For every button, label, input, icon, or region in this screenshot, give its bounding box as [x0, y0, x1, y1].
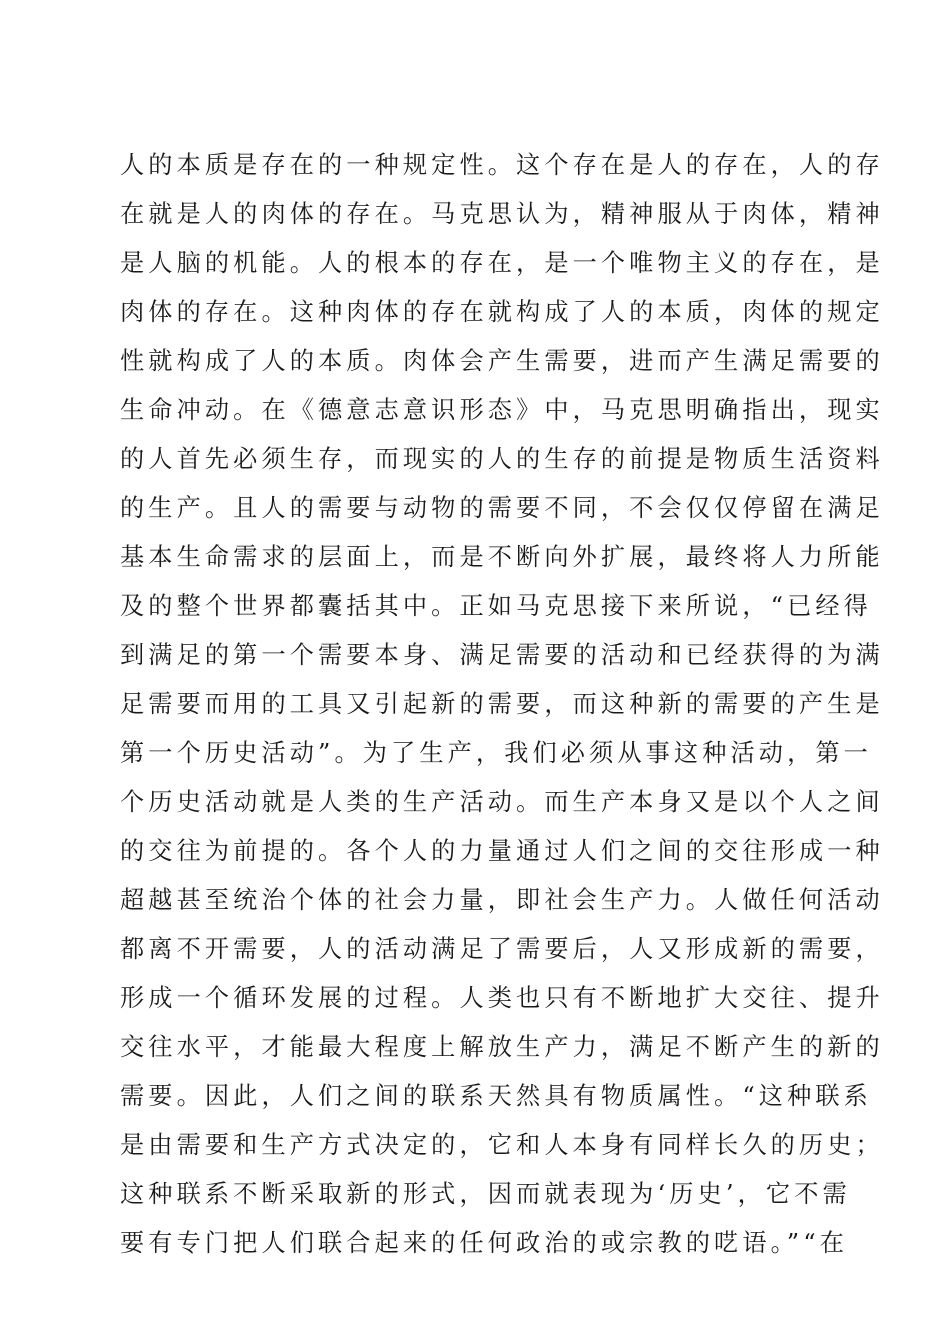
text-line-21: 是由需要和生产方式决定的，它和人本身有同样长久的历史； — [120, 1131, 884, 1159]
text-line-10: 及的整个世界都囊括其中。正如马克思接下来所说，“已经得 — [120, 592, 872, 620]
text-line-1: 人的本质是存在的一种规定性。这个存在是人的存在，人的存 — [120, 151, 884, 179]
text-line-15: 的交往为前提的。各个人的力量通过人们之间的交往形成一种 — [120, 837, 884, 865]
text-line-7: 的人首先必须生存，而现实的人的生存的前提是物质生活资料 — [120, 445, 884, 473]
text-line-11: 到满足的第一个需要本身、满足需要的活动和已经获得的为满 — [120, 641, 884, 669]
text-line-16: 超越甚至统治个体的社会力量，即社会生产力。人做任何活动 — [120, 886, 884, 914]
text-line-13: 第一个历史活动”。为了生产，我们必须从事这种活动，第一 — [120, 739, 872, 767]
text-line-4: 肉体的存在。这种肉体的存在就构成了人的本质，肉体的规定 — [120, 298, 884, 326]
text-line-9: 基本生命需求的层面上，而是不断向外扩展，最终将人力所能 — [120, 543, 884, 571]
text-line-17: 都离不开需要，人的活动满足了需要后，人又形成新的需要， — [120, 935, 884, 963]
text-line-8: 的生产。且人的需要与动物的需要不同，不会仅仅停留在满足 — [120, 494, 884, 522]
text-line-2: 在就是人的肉体的存在。马克思认为，精神服从于肉体，精神 — [120, 200, 884, 228]
text-line-23: 要有专门把人们联合起来的任何政治的或宗教的呓语。”“在 — [120, 1229, 849, 1257]
text-line-3: 是人脑的机能。人的根本的存在，是一个唯物主义的存在，是 — [120, 249, 884, 277]
text-line-18: 形成一个循环发展的过程。人类也只有不断地扩大交往、提升 — [120, 984, 884, 1012]
text-line-14: 个历史活动就是人类的生产活动。而生产本身又是以个人之间 — [120, 788, 884, 816]
text-line-12: 足需要而用的工具又引起新的需要，而这种新的需要的产生是 — [120, 690, 884, 718]
body-paragraph — [120, 141, 884, 1268]
text-line-20: 需要。因此，人们之间的联系天然具有物质属性。“这种联系 — [120, 1082, 872, 1110]
text-line-19: 交往水平，才能最大程度上解放生产力，满足不断产生的新的 — [120, 1033, 884, 1061]
text-line-6: 生命冲动。在《德意志意识形态》中，马克思明确指出，现实 — [120, 396, 884, 424]
text-line-22: 这种联系不断采取新的形式，因而就表现为‘历史’，它不需 — [120, 1180, 851, 1208]
text-line-5: 性就构成了人的本质。肉体会产生需要，进而产生满足需要的 — [120, 347, 884, 375]
